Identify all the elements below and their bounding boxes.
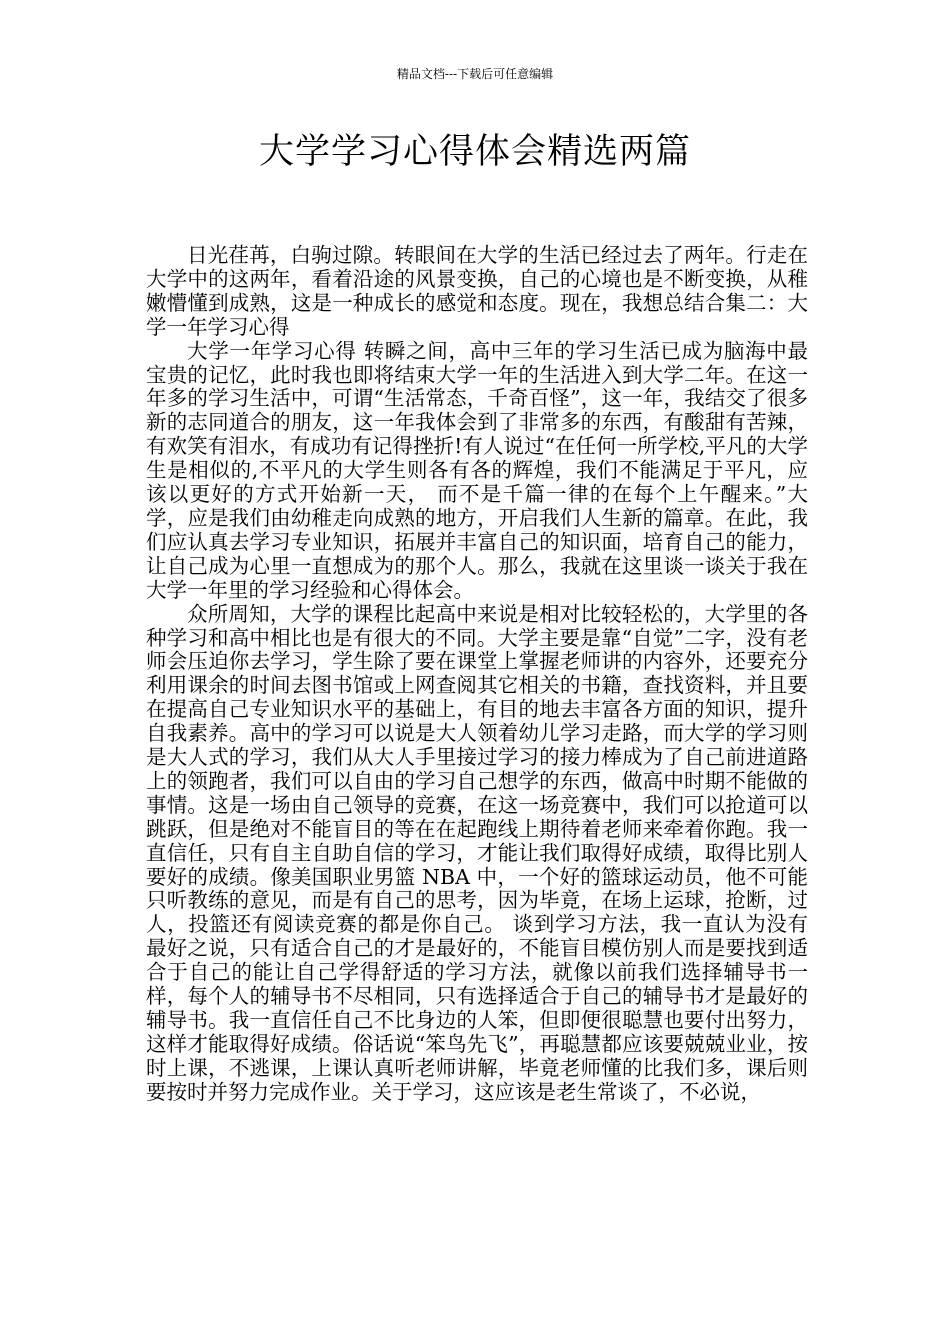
document-body bbox=[146, 244, 808, 1105]
body-paragraph-2: 大学一年学习心得 转瞬之间，高中三年的学习生活已成为脑海中最宝贵的记忆，此时我也即将结束大学一年的生活进入到大学二年。在这一年多的学习生活中，可谓“生活常态，千奇百怪”，这一年，我结交了很多新的志同道合的朋友，这一年我体会到了非常多的东西，有酸甜有苦辣，有欢笑有泪水，有成功有记得挫折!有人说过“在任何一所学校,平凡的大学生是相似的,不平凡的大学生则各有各的辉煌，我们不能满足于平凡，应该以更好的方式开始新一天， 而不是千篇一律的在每个上午醒来。”大学，应是我们由幼稚走向成熟的地方，开启我们人生新的篇章。在此，我们应认真去学习专业知识，拓展并丰富自己的知识面，培育自己的能力，让自己成为心里一直想成为的那个人。那么，我就在这里谈一谈关于我在大学一年里的学习经验和心得体会。 bbox=[146, 338, 808, 602]
body-paragraph-3: 众所周知，大学的课程比起高中来说是相对比较轻松的，大学里的各种学习和高中相比也是有很大的不同。大学主要是靠“自觉”二字，没有老师会压迫你去学习，学生除了要在课堂上掌握老师讲的内容外，还要充分利用课余的时间去图书馆或上网查阅其它相关的书籍，查找资料，并且要在提高自己专业知识水平的基础上，有目的地去丰富各方面的知识，提升自我素养。高中的学习可以说是大人领着幼儿学习走路，而大学的学习则是大人式的学习，我们从大人手里接过学习的接力棒成为了自己前进道路上的领跑者，我们可以自由的学习自己想学的东西，做高中时期不能做的事情。这是一场由自己领导的竞赛，在这一场竞赛中，我们可以抢道可以跳跃，但是绝对不能盲目的等在在起跑线上期待着老师来牵着你跑。我一直信任，只有自主自助自信的学习，才能让我们取得好成绩，取得比别人要好的成绩。像美国职业男篮 NBA 中，一个好的篮球运动员，他不可能只听教练的意见，而是有自己的思考，因为毕竟，在场上运球，抢断，过人，投篮还有阅读竞赛的都是你自己。 谈到学习方法，我一直认为没有最好之说，只有适合自己的才是最好的，不能盲目模仿别人而是要找到适合于自己的能让自己学得舒适的学习方法，就像以前我们选择辅导书一样，每个人的辅导书不尽相同，只有选择适合于自己的辅导书才是最好的辅导书。我一直信任自己不比身边的人笨，但即便很聪慧也要付出努力，这样才能取得好成绩。俗话说“笨鸟先飞”，再聪慧都应该要兢兢业业，按时上课，不逃课，上课认真听老师讲解，毕竟老师懂的比我们多，课后则要按时并努力完成作业。关于学习，这应该是老生常谈了，不必说， bbox=[146, 601, 808, 1104]
document-title: 大学学习心得体会精选两篇 bbox=[258, 132, 691, 172]
body-paragraph-1: 日光荏苒，白驹过隙。转眼间在大学的生活已经过去了两年。行走在大学中的这两年，看着沿途的风景变换，自己的心境也是不断变换，从稚嫩懵懂到成熟，这是一种成长的感觉和态度。现在，我想总结合集二：大学一年学习心得 bbox=[146, 243, 808, 339]
header-note: 精品文档---下载后可任意编辑 bbox=[396, 67, 554, 81]
